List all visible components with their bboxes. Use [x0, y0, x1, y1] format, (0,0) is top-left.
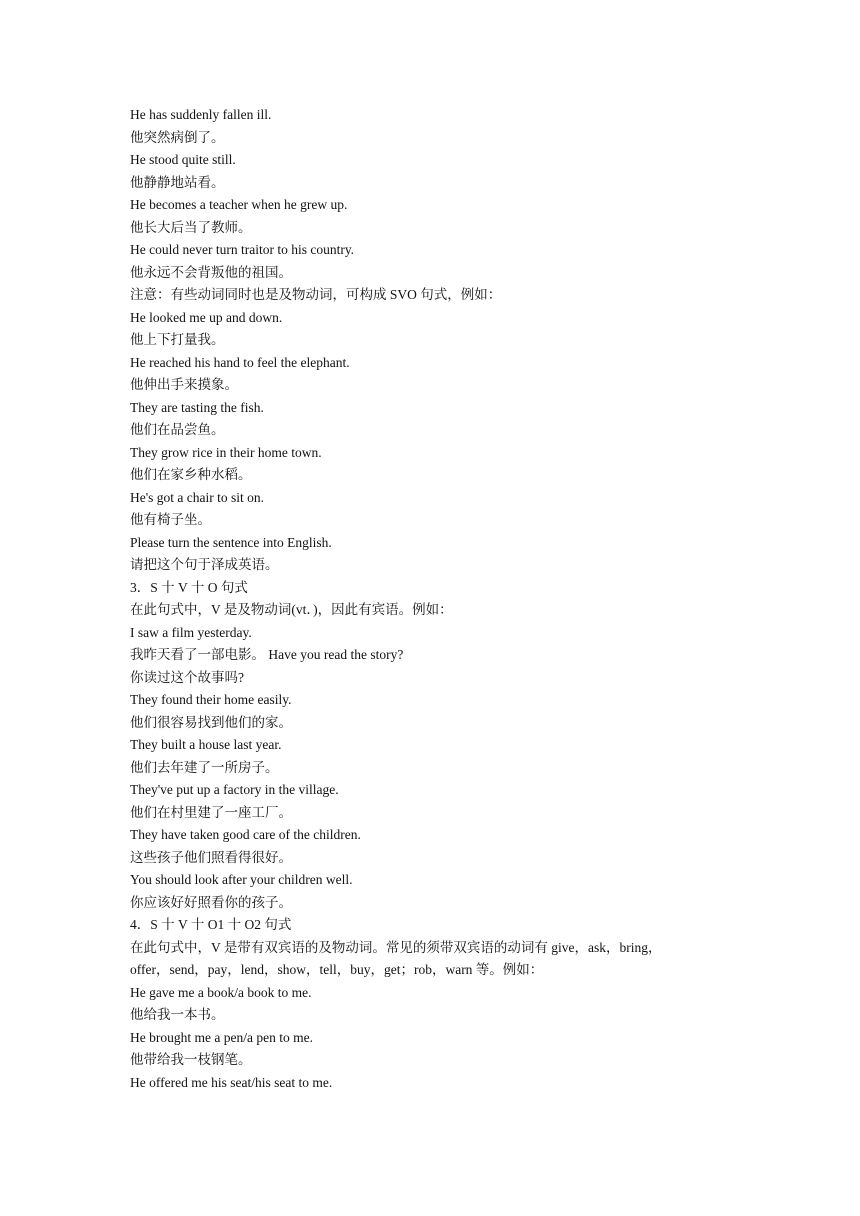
text-line: He gave me a book/a book to me.	[130, 984, 312, 1000]
text-line: He's got a chair to sit on.	[130, 489, 265, 505]
document-body	[130, 104, 730, 1094]
text-line: 他永远不会背叛他的祖国。	[130, 264, 292, 280]
text-line: They've put up a factory in the village.	[130, 782, 339, 797]
text-line: 这些孩子他们照看得很好。	[130, 849, 292, 865]
text-line: He offered me his seat/his seat to me.	[130, 1074, 333, 1090]
section-heading: 4．S 十 V 十 O1 十 O2 句式	[130, 917, 292, 932]
section-heading: 3．S 十 V 十 O 句式	[130, 579, 248, 595]
text-line: 他长大后当了教师。	[130, 219, 252, 235]
text-line: 他们去年建了一所房子。	[130, 759, 279, 775]
text-line: He brought me a pen/a pen to me.	[130, 1029, 313, 1045]
text-line: 他静静地站看。	[130, 174, 225, 190]
text-line: 你读过这个故事吗?	[130, 669, 244, 685]
text-line: I saw a film yesterday.	[130, 624, 252, 640]
text-line: 他带给我一枝钢笔。	[130, 1052, 252, 1067]
text-line: He could never turn traitor to his country.	[130, 242, 355, 257]
text-line: 请把这个句于泽成英语。	[130, 557, 279, 572]
text-line: 在此句式中，V 是及物动词(vt．)，因此有宾语。例如：	[130, 602, 453, 617]
text-line: He stood quite still.	[130, 152, 236, 167]
text-line: They are tasting the fish.	[130, 399, 264, 415]
note-line: 注意：有些动词同时也是及物动词，可构成 SVO 句式，例如：	[130, 287, 502, 302]
text-line: 他突然病倒了。	[130, 129, 225, 145]
text-line: offer，send，pay，lend，show，tell，buy，get；rob，warn 等。例如：	[130, 962, 544, 977]
text-line: You should look after your children well.	[130, 872, 353, 887]
text-line: He has suddenly fallen ill.	[130, 107, 272, 122]
text-line: He becomes a teacher when he grew up.	[130, 197, 348, 212]
text-line: 他们在村里建了一座工厂。	[130, 804, 292, 820]
text-line: 在此句式中，V 是带有双宾语的及物动词。常见的须带双宾语的动词有 give，ask，bring，	[130, 939, 662, 955]
text-line: Please turn the sentence into English.	[130, 534, 332, 550]
text-line: He reached his hand to feel the elephant.	[130, 354, 350, 370]
text-line: They built a house last year.	[130, 737, 282, 752]
text-line: 他们很容易找到他们的家。	[130, 714, 292, 730]
text-line: 他有椅子坐。	[130, 512, 211, 527]
text-line: They grow rice in their home town.	[130, 444, 322, 460]
text-line: 他们在品尝鱼。	[130, 422, 225, 437]
text-line: 他们在家乡种水稻。	[130, 467, 252, 482]
text-line: 他伸出手来摸象。	[130, 377, 238, 392]
text-line: 他上下打量我。	[130, 332, 225, 347]
text-line: 你应该好好照看你的孩子。	[130, 894, 292, 910]
text-line: He looked me up and down.	[130, 309, 283, 325]
text-line: They found their home easily.	[130, 692, 292, 707]
text-line: 我昨天看了一部电影。 Have you read the story?	[130, 647, 404, 662]
text-line: They have taken good care of the children.	[130, 827, 361, 842]
text-line: 他给我一本书。	[130, 1007, 225, 1022]
